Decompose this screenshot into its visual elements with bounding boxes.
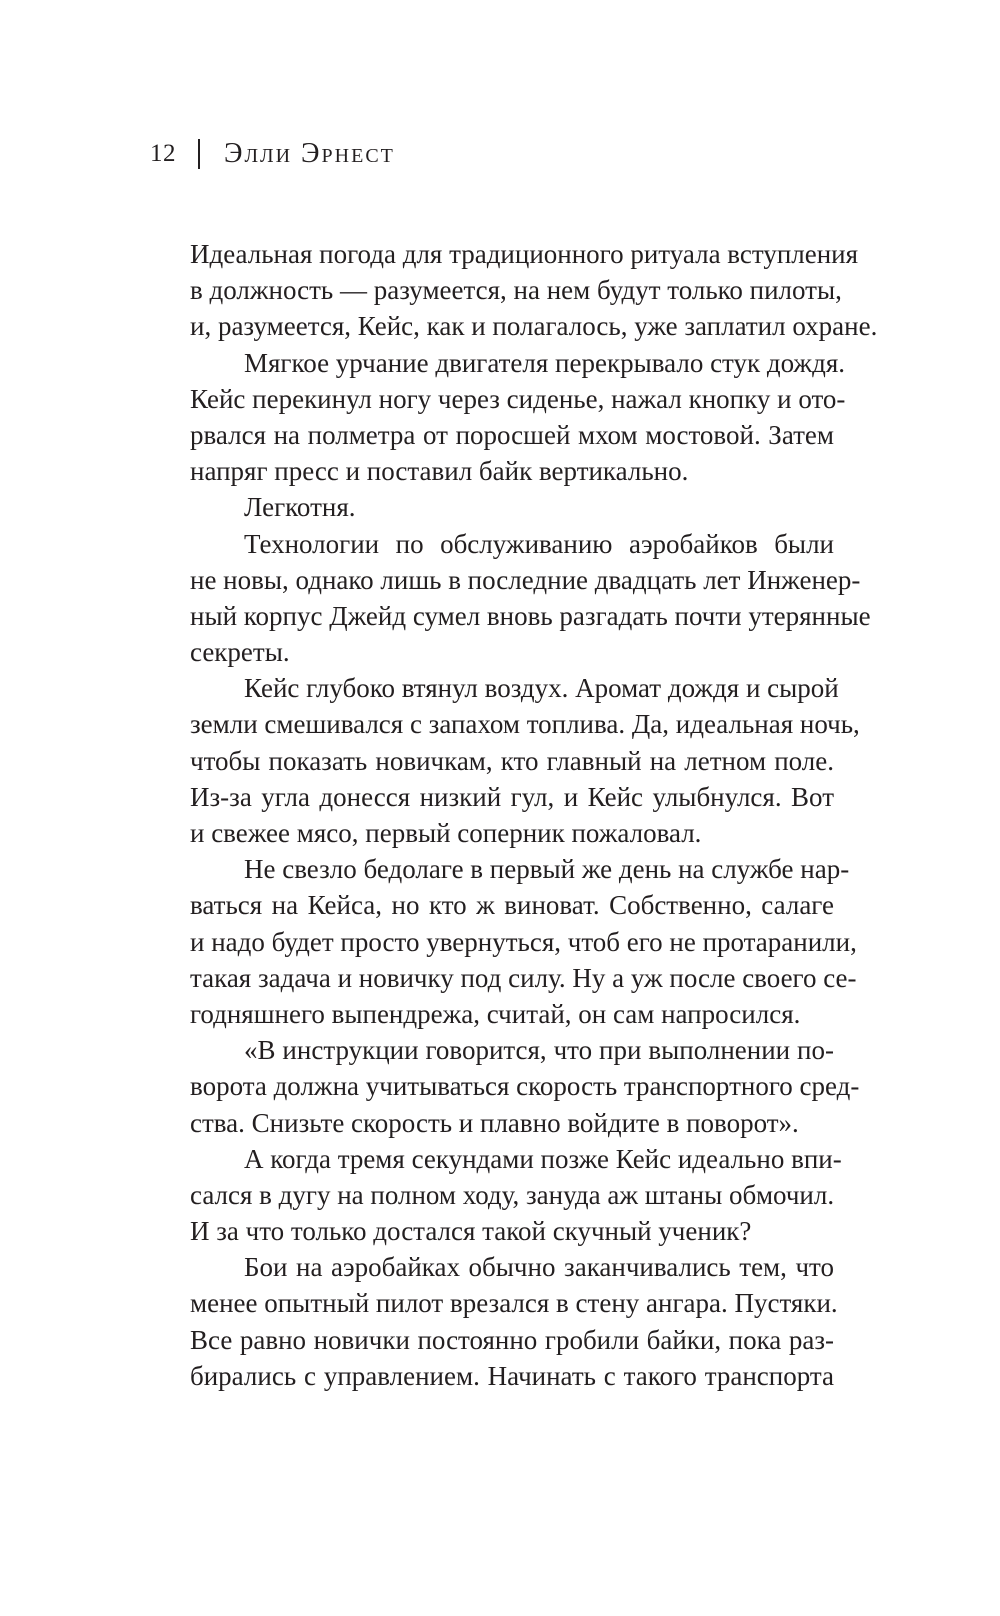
text-line: сался в дугу на полном ходу, зануда аж штаны обмочил. [190,1179,835,1210]
text-line: Технологии по обслуживанию аэробайков были [244,528,834,559]
text-line: «В инструкции говорится, что при выполнении по- [244,1035,834,1066]
text-line: Идеальная погода для традиционного ритуала вступления [190,239,859,269]
text-line: ваться на Кейса, но кто ж виноват. Собственно, салаге [190,890,834,921]
page-number: 12 [150,140,176,167]
text-line: и свежее мясо, первый соперник пожаловал. [190,818,702,848]
text-line: и, разумеется, Кейс, как и полагалось, уже заплатил охране. [190,311,878,342]
text-line: И за что только достался такой скучный ученик? [190,1216,752,1247]
text-line: напряг пресс и поставил байк вертикально. [190,456,689,487]
header-separator [198,139,200,169]
text-line: в должность — разумеется, на нем будут только пилоты, [190,275,842,306]
text-line: ный корпус Джейд сумел вновь разгадать почти утерянные [190,600,871,631]
author-name: Элли Эрнест [224,138,395,169]
text-line: Кейс глубоко втянул воздух. Аромат дождя и сырой [244,673,839,704]
text-line: ворота должна учитываться скорость транспортного сред- [190,1071,860,1102]
text-line: чтобы показать новичкам, кто главный на летном поле. [190,745,834,776]
text-line: секреты. [190,637,290,668]
text-line: Легкотня. [244,492,356,523]
text-line: Мягкое урчание двигателя перекрывало стук дождя. [244,347,845,378]
text-line: годняшнего выпендрежа, считай, он сам напросился. [190,998,801,1029]
text-line: Все равно новички постоянно гробили байки, пока раз- [190,1324,834,1355]
text-line: бирались с управлением. Начинать с такого транспорта [190,1360,834,1391]
text-line: менее опытный пилот врезался в стену ангара. Пустяки. [190,1288,838,1319]
text-line: Не свезло бедолаге в первый же день на службе нар- [244,854,850,885]
body-text [190,236,878,1394]
text-line: Кейс перекинул ногу через сиденье, нажал кнопку и ото- [190,383,846,414]
running-head [150,136,395,172]
text-line: Из-за угла донесся низкий гул, и Кейс улыбнулся. Вот [190,781,834,812]
text-line: такая задача и новичку под силу. Ну а уж после своего се- [190,962,857,993]
text-line: не новы, однако лишь в последние двадцать лет Инженер- [190,564,861,595]
text-line: ства. Снизьте скорость и плавно войдите в поворот». [190,1107,799,1138]
text-line: А когда тремя секундами позже Кейс идеально впи- [244,1143,842,1174]
text-line: земли смешивался с запахом топлива. Да, идеальная ночь, [190,709,860,740]
text-line: рвался на полметра от поросшей мхом мостовой. Затем [190,419,834,450]
text-line: и надо будет просто увернуться, чтоб его не протаранили, [190,926,857,957]
text-line: Бои на аэробайках обычно заканчивались тем, что [244,1252,834,1283]
